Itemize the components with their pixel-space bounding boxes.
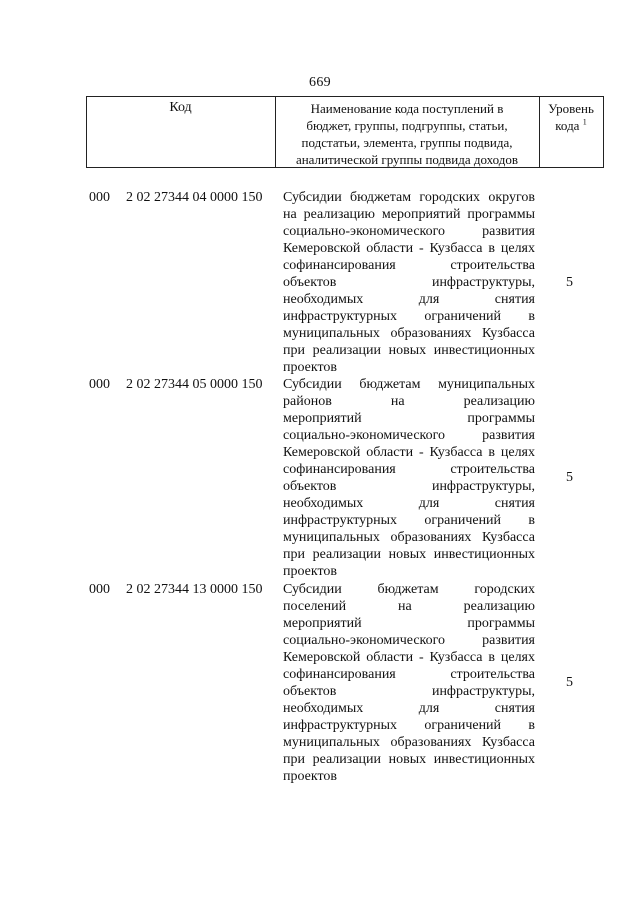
description-line: социально-экономического развития (283, 224, 535, 239)
row-description (283, 581, 535, 785)
description-line: при реализации новых инвестиционных (283, 343, 535, 358)
row-level: 5 (566, 675, 573, 690)
description-line: Кемеровской области - Кузбасса в целях (283, 650, 535, 665)
description-line: софинансирования строительства (283, 667, 535, 682)
row-description (283, 189, 535, 376)
row-prefix: 000 (89, 190, 110, 205)
row-level: 5 (566, 275, 573, 290)
description-line: Субсидии бюджетам городских округов (283, 190, 535, 205)
row-level: 5 (566, 470, 573, 485)
description-line: необходимых для снятия (283, 496, 535, 511)
description-line: инфраструктурных ограничений в (283, 513, 535, 528)
description-line: муниципальных образованиях Кузбасса (283, 530, 535, 545)
description-line: объектов инфраструктуры, (283, 684, 535, 699)
description-line: Субсидии бюджетам городских (283, 582, 535, 597)
header-name-line: подстатьи, элемента, группы подвида, (301, 135, 513, 150)
header-level-word: кода (555, 118, 580, 133)
description-line: необходимых для снятия (283, 701, 535, 716)
description-line: мероприятий программы (283, 411, 535, 426)
row-prefix: 000 (89, 582, 110, 597)
header-level-line: Уровень (548, 101, 594, 116)
description-line: инфраструктурных ограничений в (283, 309, 535, 324)
description-line: при реализации новых инвестиционных (283, 752, 535, 767)
description-line: объектов инфраструктуры, (283, 275, 535, 290)
row-description (283, 376, 535, 580)
header-level (539, 100, 603, 134)
header-level-line2 (539, 117, 603, 134)
description-line: софинансирования строительства (283, 258, 535, 273)
row-code: 2 02 27344 04 0000 150 (126, 190, 263, 205)
description-line: софинансирования строительства (283, 462, 535, 477)
description-line: инфраструктурных ограничений в (283, 718, 535, 733)
header-divider-code (275, 97, 276, 167)
description-line: поселений на реализацию (283, 599, 535, 614)
description-line: районов на реализацию (283, 394, 535, 409)
description-line: Кемеровской области - Кузбасса в целях (283, 241, 535, 256)
header-border-right (603, 97, 604, 167)
header-name-line: бюджет, группы, подгруппы, статьи, (306, 118, 508, 133)
description-line: проектов (283, 769, 338, 784)
row-code: 2 02 27344 05 0000 150 (126, 377, 263, 392)
header-code: Код (169, 100, 192, 115)
description-line: социально-экономического развития (283, 428, 535, 443)
header-name (278, 100, 536, 168)
description-line: социально-экономического развития (283, 633, 535, 648)
row-prefix: 000 (89, 377, 110, 392)
description-line: на реализацию мероприятий программы (283, 207, 535, 222)
description-line: Кемеровской области - Кузбасса в целях (283, 445, 535, 460)
page-number: 669 (309, 75, 331, 90)
header-level-footnote: 1 (582, 117, 587, 127)
description-line: необходимых для снятия (283, 292, 535, 307)
description-line: муниципальных образованиях Кузбасса (283, 735, 535, 750)
description-line: проектов (283, 564, 338, 579)
description-line: объектов инфраструктуры, (283, 479, 535, 494)
row-code: 2 02 27344 13 0000 150 (126, 582, 263, 597)
description-line: при реализации новых инвестиционных (283, 547, 535, 562)
description-line: муниципальных образованиях Кузбасса (283, 326, 535, 341)
description-line: Субсидии бюджетам муниципальных (283, 377, 535, 392)
header-name-line: аналитической группы подвида доходов (295, 152, 519, 167)
description-line: мероприятий программы (283, 616, 535, 631)
header-name-line: Наименование кода поступлений в (310, 101, 504, 116)
description-line: проектов (283, 360, 338, 375)
table-header (86, 96, 604, 168)
